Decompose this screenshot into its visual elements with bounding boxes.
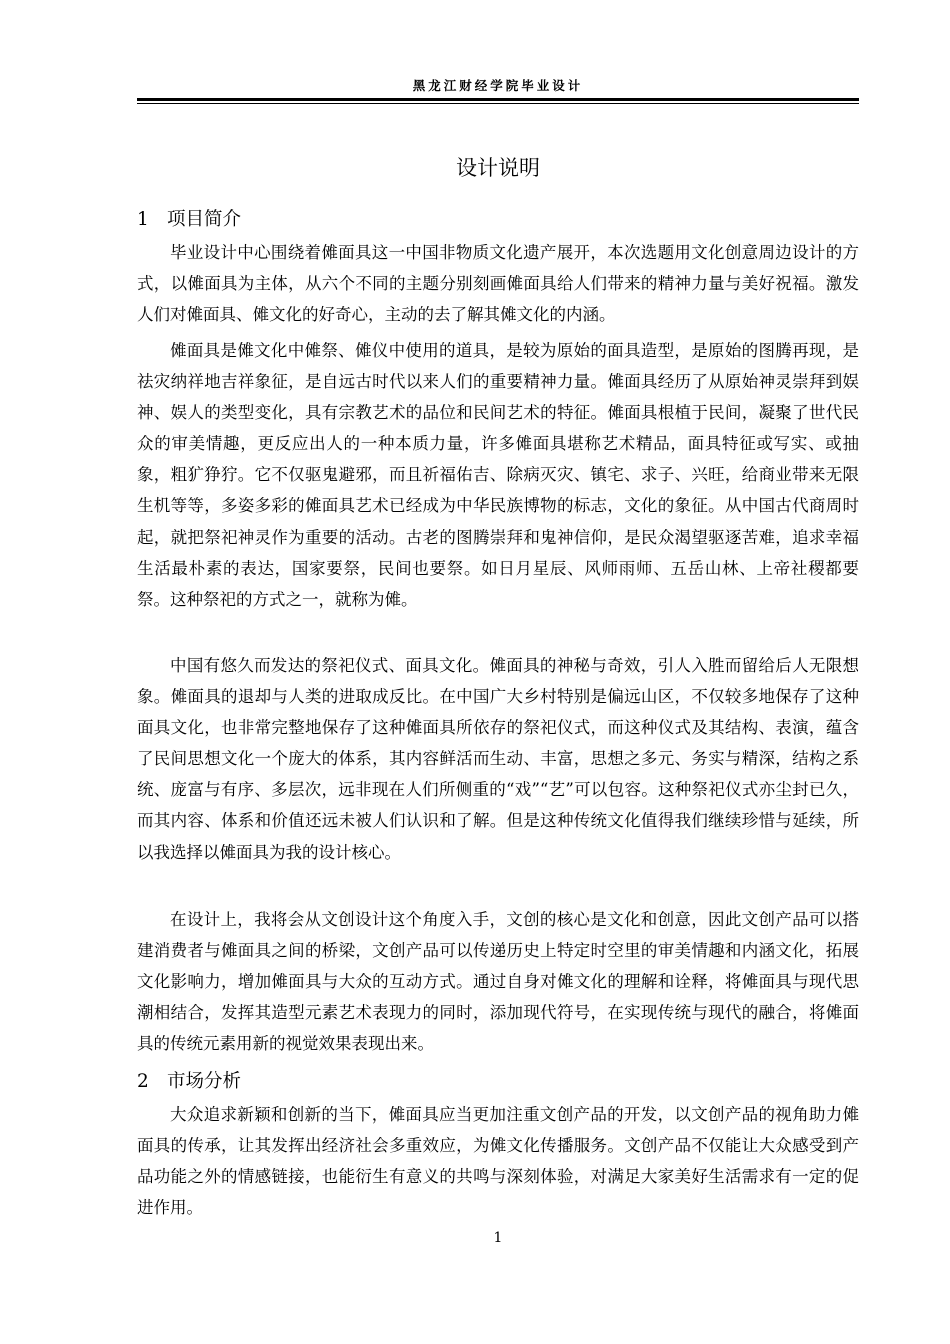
section-heading-2 [137, 1067, 859, 1097]
section-number: 1 [137, 209, 149, 230]
paragraph: 大众追求新颖和创新的当下，傩面具应当更加注重文创产品的开发，以文创产品的视角助力傩面具的传承，让其发挥出经济社会多重效应，为傩文化传播服务。文创产品不仅能让大众感受到产品功能之外的情感链接，也能衍生有意义的共鸣与深刻体验，对满足大家美好生活需求有一定的促进作用。 [137, 1105, 859, 1218]
paragraph: 在设计上，我将会从文创设计这个角度入手，文创的核心是文化和创意，因此文创产品可以搭建消费者与傩面具之间的桥梁，文创产品可以传递历史上特定时空里的审美情趣和内涵文化，拓展文化影响力，增加傩面具与大众的互动方式。通过自身对傩文化的理解和诠释，将傩面具与现代思潮相结合，发挥其造型元素艺术表现力的同时，添加现代符号，在实现传统与现代的融合，将傩面具的传统元素用新的视觉效果表现出来。 [137, 910, 859, 1054]
page-header: 黑龙江财经学院毕业设计 [412, 78, 584, 93]
document-title: 设计说明 [456, 156, 540, 180]
section-heading-1 [137, 205, 859, 235]
paragraph: 毕业设计中心围绕着傩面具这一中国非物质文化遗产展开，本次选题用文化创意周边设计的方式，以傩面具为主体，从六个不同的主题分别刻画傩面具给人们带来的精神力量与美好祝福。激发人们对傩面具、傩文化的好奇心，主动的去了解其傩文化的内涵。 [137, 243, 859, 325]
section-title: 项目简介 [167, 209, 242, 230]
section-number: 2 [137, 1071, 149, 1092]
paragraph: 傩面具是傩文化中傩祭、傩仪中使用的道具，是较为原始的面具造型，是原始的图腾再现，是祛灾纳祥地吉祥象征，是自远古时代以来人们的重要精神力量。傩面具经历了从原始神灵崇拜到娱神、娱人的类型变化，具有宗教艺术的品位和民间艺术的特征。傩面具根植于民间，凝聚了世代民众的审美情趣，更反应出人的一种本质力量，许多傩面具堪称艺术精品，面具特征或写实、或抽象，粗犷狰狞。它不仅驱鬼避邪，而且祈福佑吉、除病灭灾、镇宅、求子、兴旺，给商业带来无限生机等等，多姿多彩的傩面具艺术已经成为中华民族博物的标志，文化的象征。从中国古代商周时起，就把祭祀神灵作为重要的活动。古老的图腾崇拜和鬼神信仰，是民众渴望驱逐苦难，追求幸福生活最朴素的表达，国家要祭，民间也要祭。如日月星辰、风师雨师、五岳山林、上帝社稷都要祭。这种祭祀的方式之一，就称为傩。 [137, 341, 859, 609]
header-rule-thin [137, 103, 859, 104]
section-title: 市场分析 [167, 1071, 242, 1092]
page-number: 1 [493, 1230, 503, 1246]
paragraph: 中国有悠久而发达的祭祀仪式、面具文化。傩面具的神秘与奇效，引人入胜而留给后人无限想象。傩面具的退却与人类的进取成反比。在中国广大乡村特别是偏远山区，不仅较多地保存了这种面具文化，也非常完整地保存了这种傩面具所依存的祭祀仪式，而这种仪式及其结构、表演，蕴含了民间思想文化一个庞大的体系，其内容鲜活而生动、丰富，思想之多元、务实与精深，结构之系统、庞富与有序、多层次，远非现在人们所侧重的“戏”“艺”可以包容。这种祭祀仪式亦尘封已久，而其内容、体系和价值还远未被人们认识和了解。但是这种传统文化值得我们继续珍惜与延续，所以我选择以傩面具为我的设计核心。 [137, 656, 859, 862]
header-rule-thick [137, 98, 859, 101]
